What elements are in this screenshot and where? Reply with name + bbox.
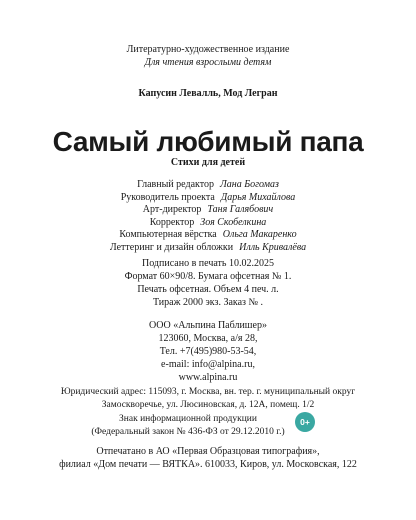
- print-info-line: Формат 60×90/8. Бумага офсетная № 1.: [124, 271, 292, 282]
- legal-address-line: Юридический адрес: 115093, г. Москва, вн. тер. г. муниципальный округ: [60, 387, 356, 397]
- publisher-email: e-mail: info@alpina.ru,: [161, 359, 255, 370]
- print-info-line: Подписано в печать 10.02.2025: [142, 258, 274, 269]
- print-info-line: Тираж 2000 экз. Заказ № .: [152, 297, 264, 308]
- credit-role: Корректор: [149, 216, 195, 228]
- info-product-label: Знак информационной продукции: [119, 414, 257, 424]
- credit-role: Руководитель проекта: [120, 191, 215, 203]
- print-info-line: Печать офсетная. Объем 4 печ. л.: [137, 284, 279, 295]
- credits-list: [0, 179, 416, 255]
- publisher-name: ООО «Альпина Паблишер»: [149, 320, 267, 331]
- credit-row: [0, 229, 416, 242]
- book-subtitle: Стихи для детей: [170, 157, 246, 168]
- credit-role: Главный редактор: [137, 179, 214, 190]
- publisher-website: www.alpina.ru: [178, 372, 238, 383]
- info-product-law: (Федеральный закон № 436-ФЗ от 29.12.2010 г.): [91, 427, 285, 437]
- credit-name: Ольга Макаренко: [222, 229, 297, 241]
- credit-name: Дарья Михайлова: [220, 191, 296, 203]
- credit-name: Зоя Скобелкина: [200, 216, 267, 228]
- printer-line: Отпечатано в АО «Первая Образцовая типография»,: [96, 446, 320, 457]
- credit-name: Таня Галябович: [207, 204, 274, 216]
- book-title: Самый любимый папа: [52, 126, 364, 157]
- credit-role: Арт-директор: [142, 204, 202, 216]
- authors: Капусин Левалль, Мод Легран: [138, 88, 278, 99]
- age-rating-badge: 0+: [295, 412, 315, 432]
- printer-line: филиал «Дом печати — ВЯТКА». 610033, Киров, ул. Московская, 122: [59, 459, 357, 470]
- legal-address-line: Замоскворечье, ул. Люсиновская, д. 12А, помещ. 1/2: [101, 400, 315, 410]
- audience-note: Для чтения взрослыми детям: [144, 57, 272, 68]
- credit-role: Компьютерная вёрстка: [119, 229, 217, 241]
- credit-row: [0, 217, 416, 230]
- credit-row: [0, 179, 416, 192]
- credit-row: [0, 242, 416, 255]
- credit-name: Илль Кривалёва: [239, 241, 307, 253]
- credit-role: Леттеринг и дизайн обложки: [109, 241, 234, 253]
- credit-row: [0, 192, 416, 205]
- credit-row: [0, 204, 416, 217]
- publisher-address: 123060, Москва, а/я 28,: [158, 333, 258, 344]
- credit-name: Лана Богомаз: [219, 179, 279, 190]
- publisher-phone: Тел. +7(495)980-53-54,: [159, 346, 257, 357]
- edition-type: Литературно-художественное издание: [126, 44, 290, 55]
